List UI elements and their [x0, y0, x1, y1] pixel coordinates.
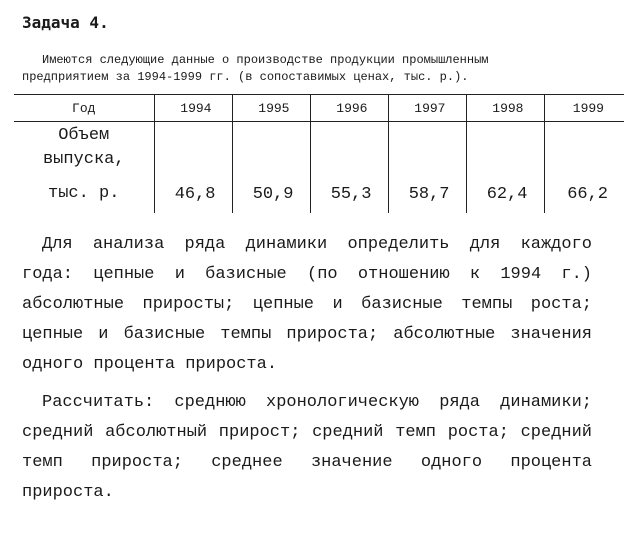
- table-header-row: [14, 95, 624, 122]
- table-cell-value: 46,8: [154, 122, 232, 214]
- row-label-line: тыс. р.: [48, 184, 120, 203]
- task-title: Задача 4.: [22, 13, 109, 32]
- header-year: 1996: [310, 95, 388, 122]
- production-table: [14, 94, 624, 213]
- table-row: [14, 122, 624, 214]
- row-label: [14, 122, 154, 214]
- header-year: 1995: [232, 95, 310, 122]
- header-year: 1994: [154, 95, 232, 122]
- header-year: 1998: [466, 95, 544, 122]
- paragraph-analysis: [22, 230, 592, 380]
- row-label-line: Объем: [58, 126, 110, 145]
- table-cell-value: 50,9: [232, 122, 310, 214]
- row-label-line: выпуска,: [42, 150, 125, 169]
- intro-line-1: Имеются следующие данные о производстве продукции промышленным: [42, 53, 489, 67]
- header-year-label: Год: [14, 95, 154, 122]
- table-cell-value: 58,7: [388, 122, 466, 214]
- header-year: 1999: [544, 95, 624, 122]
- intro-text: [22, 52, 622, 86]
- table-cell-value: 66,2: [544, 122, 624, 214]
- intro-line-2: предприятием за 1994-1999 гг. (в сопоставимых ценах, тыс. р.).: [22, 70, 469, 84]
- table-cell-value: 55,3: [310, 122, 388, 214]
- header-year: 1997: [388, 95, 466, 122]
- table-cell-value: 62,4: [466, 122, 544, 214]
- paragraph-text: Для анализа ряда динамики определить для каждого года: цепные и базисные (по отношению к 1994 г.) абсолютные приросты; цепные и базисные темпы роста; цепные и базисные темпы прироста; абсолютные значения одного процента прироста.: [22, 235, 592, 374]
- paragraph-calculate: [22, 388, 592, 508]
- paragraph-text: Рассчитать: среднюю хронологическую ряда динамики; средний абсолютный прирост; средний темп роста; средний темп прироста; среднее значение одного процента прироста.: [22, 393, 592, 502]
